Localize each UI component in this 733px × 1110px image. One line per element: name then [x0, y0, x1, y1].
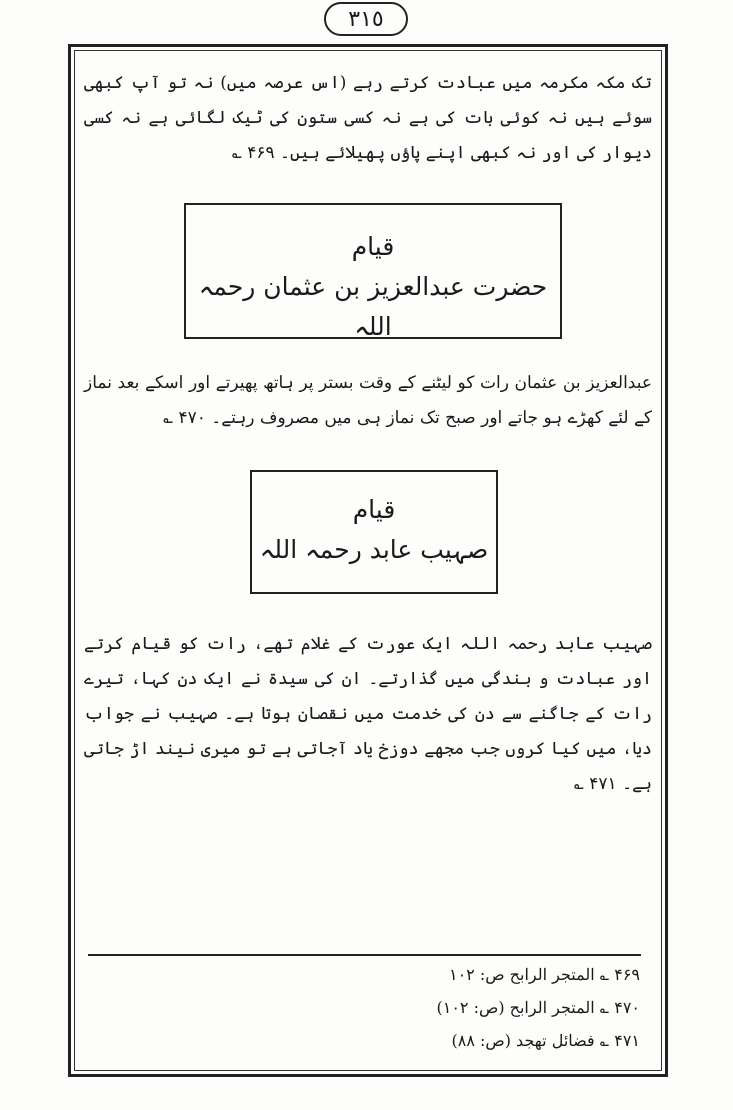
paragraph-intro: تک مکہ مکرمہ میں عبادت کرتے رہے (اس عرصہ میں) نہ تو آپ کبھی سوئے ہیں نہ کوئی بات کی ہے نہ کسی ستون کی ٹیک لگائی ہے نہ کسی دیوار کی اور نہ کبھی اپنے پاؤں پھیلائے ہیں۔ ۴۶۹ ؎ [84, 73, 652, 163]
heading-title: قیام [352, 495, 396, 524]
footnote-divider [88, 954, 641, 956]
paragraph-abdulaziz: عبدالعزیز بن عثمان رات کو لیٹنے کے وقت بستر پر ہاتھ پھیرتے اور اسکے بعد نماز کے لئے کھڑے ہو جاتے اور صبح تک نماز ہی میں مصروف رہتے۔ ۴۷۰ ؎ [84, 373, 652, 428]
heading-subtitle: صہیب عابد رحمہ اللہ [259, 535, 489, 564]
heading-box-abdulaziz [184, 203, 562, 339]
heading-title: قیام [351, 232, 395, 261]
heading-box-suhaib [250, 470, 498, 594]
footnote-469: ۴۶۹ ؎ المتجر الرابح ص: ۱۰۲ [448, 965, 640, 984]
footnote-470: ۴۷۰ ؎ المتجر الرابح (ص: ۱۰۲) [436, 998, 640, 1017]
heading-subtitle: حضرت عبدالعزیز بن عثمان رحمہ اللہ [198, 272, 548, 341]
paragraph-suhaib: صہیب عابد رحمہ اللہ ایک عورت کے غلام تھے، رات کو قیام کرتے اور عبادت و بندگی میں گذارتے۔ ان کی سیدۃ نے ایک دن کہا، تیرے رات کے جاگنے سے دن کی خدمت میں نقصان ہوتا ہے۔ صہیب نے جواب دیا، میں کیا کروں جب مجھے دوزخ یاد آجاتی ہے تو میری نیند اڑ جاتی ہے۔ ۴۷۱ ؎ [84, 634, 652, 794]
footnote-471: ۴۷۱ ؎ فضائل تهجد (ص: ۸۸) [451, 1031, 640, 1050]
page-number: ٣١٥ [324, 2, 408, 36]
